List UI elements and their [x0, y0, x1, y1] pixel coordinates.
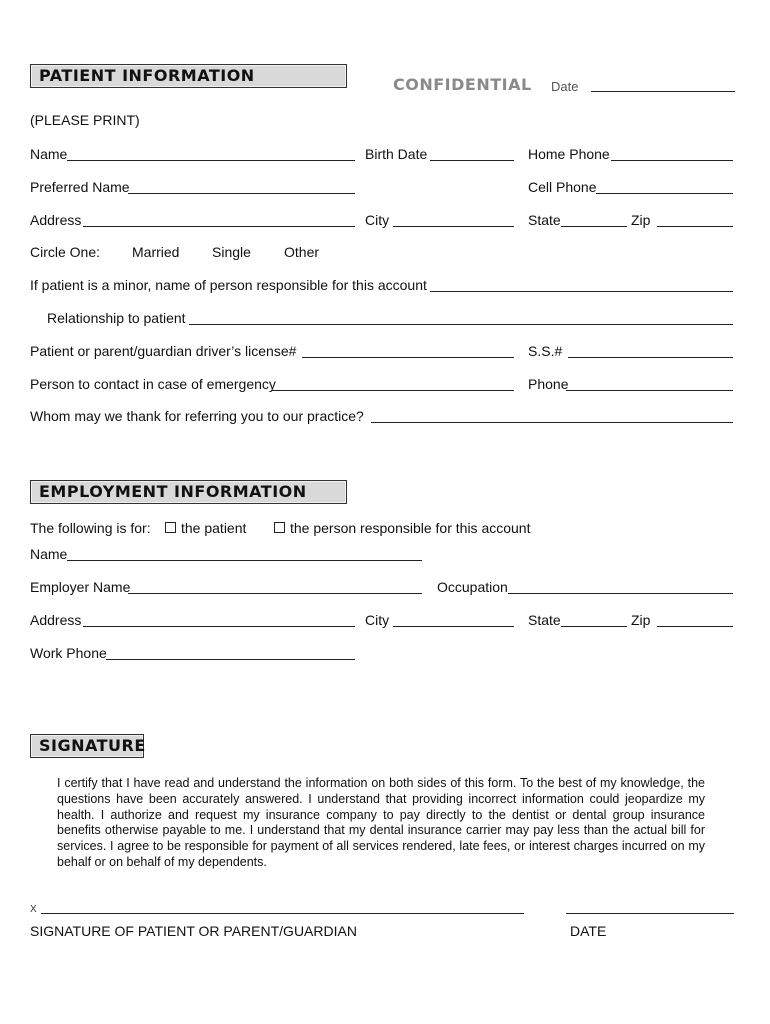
name-label: Name: [30, 146, 68, 162]
patient-information-header: [30, 64, 347, 88]
cell-phone-label: Cell Phone: [528, 179, 597, 195]
patient-checkbox[interactable]: [165, 522, 176, 533]
employment-zip-label: Zip: [631, 612, 651, 628]
please-print-label: (PLEASE PRINT): [30, 112, 140, 128]
home-phone-field[interactable]: [611, 160, 733, 161]
employment-state-label: State: [528, 612, 561, 628]
state-label: State: [528, 212, 561, 228]
signature-header: [30, 734, 144, 758]
patient-checkbox-label: the patient: [181, 520, 247, 536]
emergency-phone-label: Phone: [528, 376, 569, 392]
employment-state-field[interactable]: [561, 626, 627, 627]
emergency-contact-field[interactable]: [272, 390, 514, 391]
single-option[interactable]: Single: [212, 244, 251, 260]
employment-zip-field[interactable]: [657, 626, 733, 627]
signature-field[interactable]: [41, 913, 524, 914]
other-option[interactable]: Other: [284, 244, 320, 260]
employment-address-label: Address: [30, 612, 82, 628]
referral-label: Whom may we thank for referring you to our practice?: [30, 408, 364, 424]
employment-city-label: City: [365, 612, 390, 628]
certification-paragraph: I certify that I have read and understand the information on both sides of this form. To the best of my knowledge, the questions have been accurately answered. I understand that providing incorrect information could jeopardize my health. I authorize and request my insurance company to pay directly to the dentist or dental group insurance benefits otherwise payable to me. I understand that my dental insurance carrier may pay less than the actual bill for services. I agree to be responsible for payment of all services rendered, late fees, or interest charges incurred on my behalf or on behalf of my dependents.: [57, 776, 705, 869]
address-label: Address: [30, 212, 82, 228]
date-field[interactable]: [591, 91, 735, 92]
emergency-phone-field[interactable]: [566, 390, 733, 391]
occupation-field[interactable]: [508, 593, 733, 594]
work-phone-label: Work Phone: [30, 645, 107, 661]
preferred-name-label: Preferred Name: [30, 179, 130, 195]
employer-name-label: Employer Name: [30, 579, 131, 595]
employment-city-field[interactable]: [393, 626, 514, 627]
patient-checkbox-option[interactable]: [165, 520, 246, 536]
employment-name-field[interactable]: [67, 560, 422, 561]
referral-field[interactable]: [371, 422, 733, 423]
date-label: Date: [551, 79, 579, 94]
circle-one-label: Circle One:: [30, 244, 101, 260]
relationship-label: Relationship to patient: [47, 310, 186, 326]
employment-information-title: EMPLOYMENT INFORMATION: [39, 482, 307, 501]
employment-address-field[interactable]: [83, 626, 355, 627]
zip-label: Zip: [631, 212, 651, 228]
emergency-contact-label: Person to contact in case of emergency: [30, 376, 276, 392]
employment-information-header: [30, 480, 347, 504]
ssn-label: S.S.#: [528, 343, 563, 359]
confidential-label: CONFIDENTIAL: [393, 75, 532, 94]
zip-field[interactable]: [657, 226, 733, 227]
cell-phone-field[interactable]: [596, 193, 733, 194]
home-phone-label: Home Phone: [528, 146, 610, 162]
responsible-checkbox[interactable]: [274, 522, 285, 533]
signature-title: SIGNATURE: [39, 736, 146, 755]
signature-date-label: DATE: [570, 923, 607, 939]
birth-date-label: Birth Date: [365, 146, 428, 162]
patient-information-title: PATIENT INFORMATION: [39, 66, 255, 85]
city-field[interactable]: [393, 226, 514, 227]
city-label: City: [365, 212, 390, 228]
minor-responsible-field[interactable]: [430, 291, 733, 292]
name-field[interactable]: [67, 160, 355, 161]
work-phone-field[interactable]: [106, 659, 355, 660]
responsible-checkbox-label: the person responsible for this account: [290, 520, 531, 536]
birth-date-field[interactable]: [430, 160, 514, 161]
state-field[interactable]: [561, 226, 627, 227]
minor-responsible-label: If patient is a minor, name of person responsible for this account: [30, 277, 427, 293]
responsible-checkbox-option[interactable]: [274, 520, 530, 536]
relationship-field[interactable]: [189, 324, 733, 325]
employment-name-label: Name: [30, 546, 68, 562]
occupation-label: Occupation: [437, 579, 508, 595]
signature-label: SIGNATURE OF PATIENT OR PARENT/GUARDIAN: [30, 923, 357, 939]
preferred-name-field[interactable]: [128, 193, 355, 194]
license-label: Patient or parent/guardian driver’s license#: [30, 343, 297, 359]
address-field[interactable]: [83, 226, 355, 227]
signature-x-mark: X: [30, 904, 37, 915]
ssn-field[interactable]: [568, 357, 733, 358]
following-for-label: The following is for:: [30, 520, 151, 536]
employer-name-field[interactable]: [128, 593, 422, 594]
license-field[interactable]: [302, 357, 514, 358]
married-option[interactable]: Married: [132, 244, 180, 260]
signature-date-field[interactable]: [566, 913, 734, 914]
